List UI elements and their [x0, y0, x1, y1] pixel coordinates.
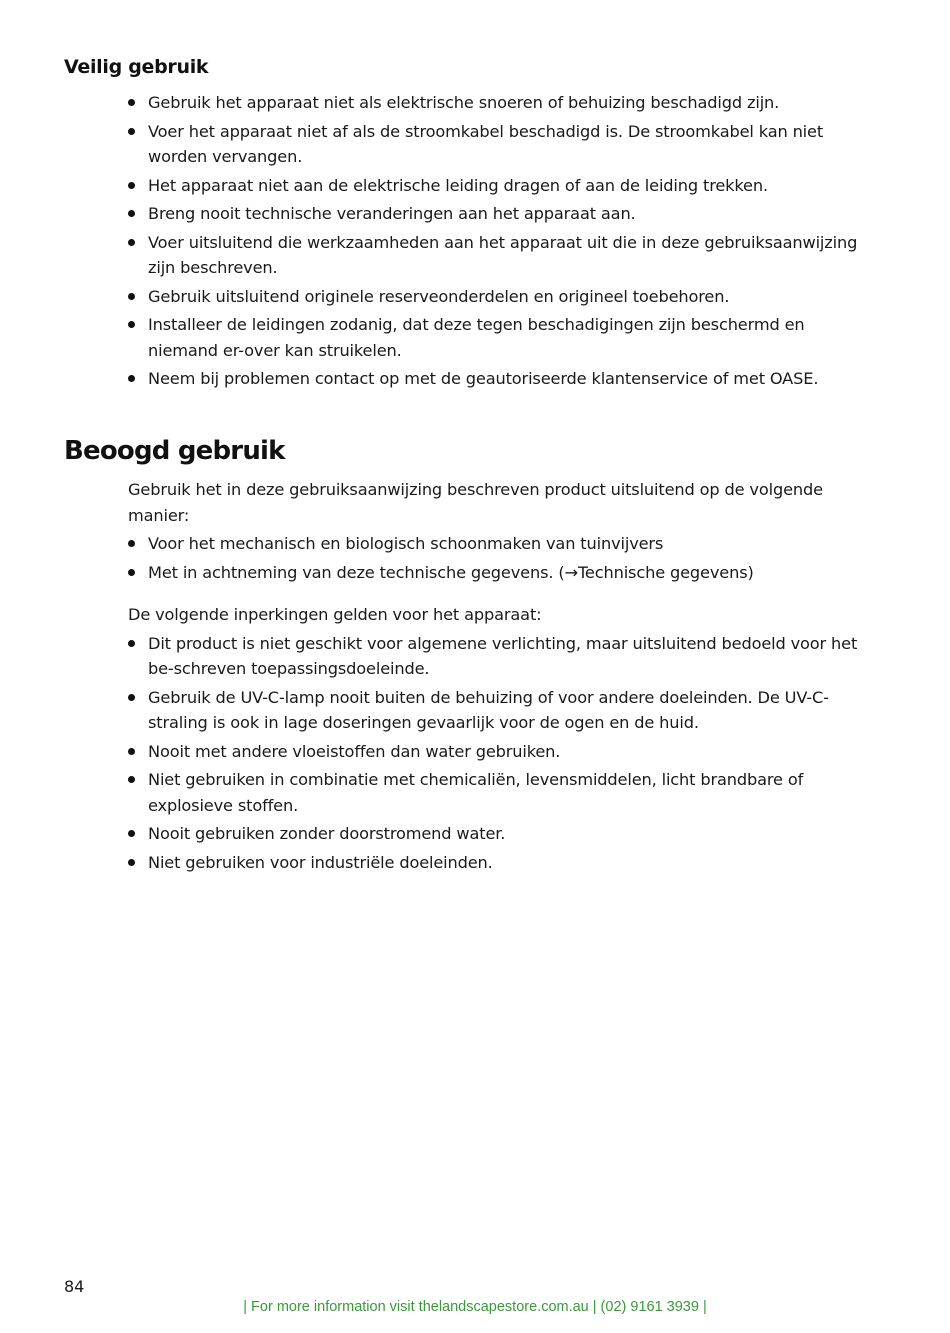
list-item: Gebruik de UV-C-lamp nooit buiten de behuizing of voor andere doeleinden. De UV-C-straling is ook in lage doseringen gevaarlijk voor de ogen en de huid.	[128, 685, 878, 736]
bullet-icon	[128, 569, 135, 576]
section-heading-intended-use: Beoogd gebruik	[64, 436, 285, 466]
restrictions-list	[128, 631, 878, 876]
bullet-icon	[128, 640, 135, 647]
bullet-icon	[128, 694, 135, 701]
list-item: Met in achtneming van deze technische gegevens. (→Technische gegevens)	[128, 560, 878, 586]
list-item: Niet gebruiken voor industriële doeleinden.	[128, 850, 878, 876]
list-item: Voer uitsluitend die werkzaamheden aan het apparaat uit die in deze gebruiksaanwijzing zijn beschreven.	[128, 230, 878, 281]
list-item: Niet gebruiken in combinatie met chemicaliën, levensmiddelen, licht brandbare of explosieve stoffen.	[128, 767, 878, 818]
safe-use-section	[128, 90, 878, 395]
bullet-icon	[128, 776, 135, 783]
intended-use-list	[128, 531, 878, 585]
list-item: Nooit met andere vloeistoffen dan water gebruiken.	[128, 739, 878, 765]
list-item: Installeer de leidingen zodanig, dat deze tegen beschadigingen zijn beschermd en niemand er-over kan struikelen.	[128, 312, 878, 363]
list-item: Dit product is niet geschikt voor algemene verlichting, maar uitsluitend bedoeld voor het be-schreven toepassingsdoeleinde.	[128, 631, 878, 682]
bullet-icon	[128, 321, 135, 328]
safe-use-list	[128, 90, 878, 392]
bullet-icon	[128, 182, 135, 189]
intended-use-intro: Gebruik het in deze gebruiksaanwijzing beschreven product uitsluitend op de volgende manier:	[128, 480, 823, 525]
section-heading-safe-use: Veilig gebruik	[64, 56, 209, 78]
bullet-icon	[128, 830, 135, 837]
list-item: Gebruik uitsluitend originele reserveonderdelen en origineel toebehoren.	[128, 284, 878, 310]
footer-contact-link[interactable]: | For more information visit thelandscapestore.com.au | (02) 9161 3939 |	[243, 1299, 707, 1315]
bullet-icon	[128, 99, 135, 106]
bullet-icon	[128, 540, 135, 547]
bullet-icon	[128, 748, 135, 755]
list-item: Het apparaat niet aan de elektrische leiding dragen of aan de leiding trekken.	[128, 173, 878, 199]
list-item: Voer het apparaat niet af als de stroomkabel beschadigd is. De stroomkabel kan niet worden vervangen.	[128, 119, 878, 170]
bullet-icon	[128, 210, 135, 217]
list-item: Breng nooit technische veranderingen aan het apparaat aan.	[128, 201, 878, 227]
list-item: Nooit gebruiken zonder doorstromend water.	[128, 821, 878, 847]
intended-use-section	[128, 477, 878, 878]
bullet-icon	[128, 239, 135, 246]
bullet-icon	[128, 128, 135, 135]
list-item: Gebruik het apparaat niet als elektrische snoeren of behuizing beschadigd zijn.	[128, 90, 878, 116]
list-item: Neem bij problemen contact op met de geautoriseerde klantenservice of met OASE.	[128, 366, 878, 392]
bullet-icon	[128, 859, 135, 866]
list-item: Voor het mechanisch en biologisch schoonmaken van tuinvijvers	[128, 531, 878, 557]
bullet-icon	[128, 375, 135, 382]
restrictions-intro: De volgende inperkingen gelden voor het apparaat:	[128, 605, 542, 624]
bullet-icon	[128, 293, 135, 300]
page-number: 84	[64, 1277, 85, 1296]
